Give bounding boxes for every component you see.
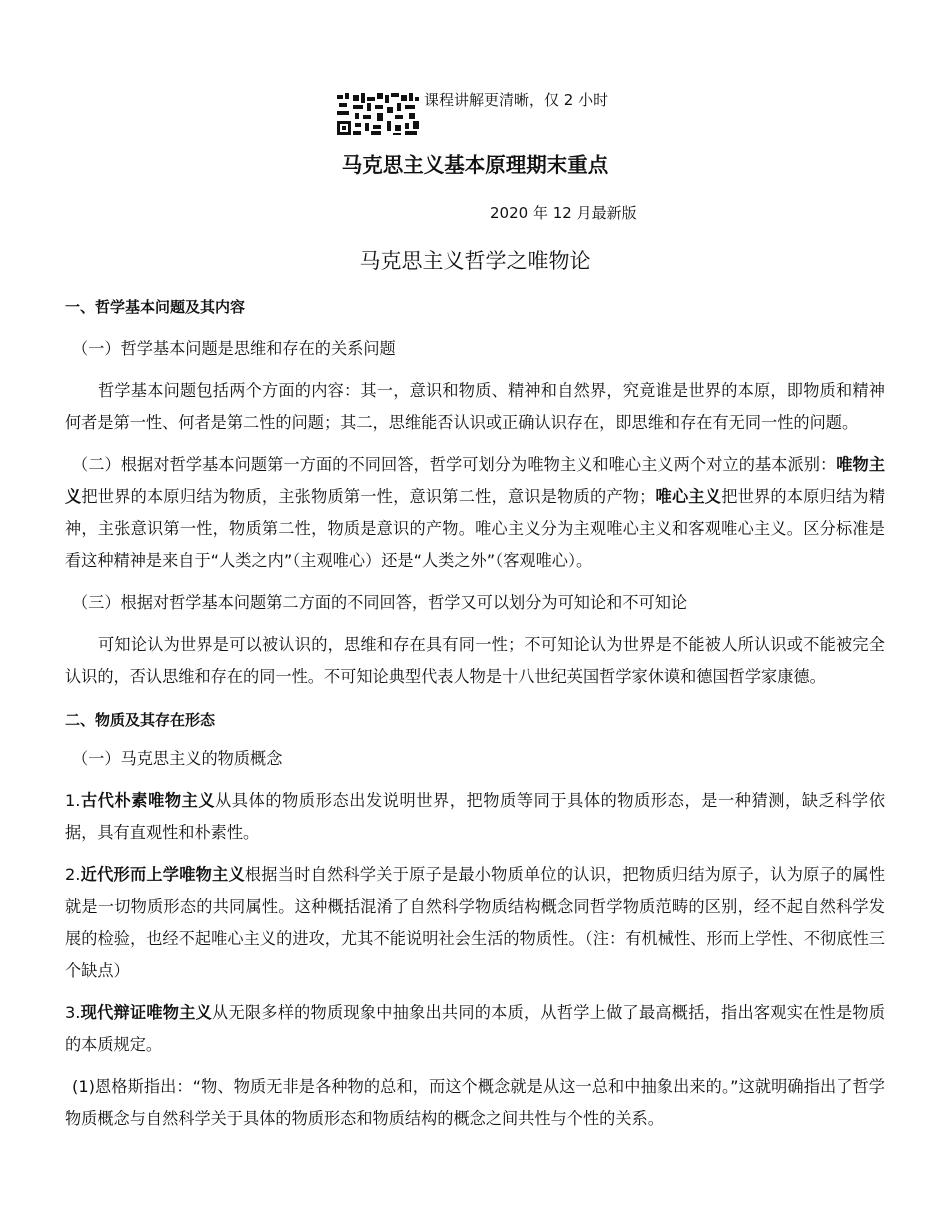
item-term: 古代朴素唯物主义 [80, 791, 216, 810]
paragraph-engels-quote: (1)恩格斯指出：“物、物质无非是各种物的总和，而这个概念就是从这一总和中抽象出来的。”这就明确指出了哲学物质概念与自然科学关于具体的物质形态和物质结构的概念之间共性与个性的关系。 [65, 1077, 885, 1128]
list-item [65, 785, 885, 849]
document-title: 马克思主义基本原理期末重点 [341, 153, 609, 177]
term-idealism: 唯心主义 [655, 487, 722, 506]
item-number: 3. [65, 1003, 81, 1022]
subsection-2-1: （一）马克思主义的物质概念 [72, 749, 283, 768]
paragraph-agnosticism: 可知论认为世界是可以被认识的，思维和存在具有同一性；不可知论认为世界是不能被人所认识或不能被完全认识的，否认思维和存在的同一性。不可知论典型代表人物是十八世纪英国哲学家休谟和德国哲学家康德。 [65, 635, 885, 686]
chapter-title: 马克思主义哲学之唯物论 [359, 249, 591, 273]
item-text: 从无限多样的物质现象中抽象出共同的本质，从哲学上做了最高概括，指出客观实在性是物质的本质规定。 [65, 1003, 886, 1054]
paragraph-materialism-idealism [65, 449, 885, 577]
item-term: 近代形而上学唯物主义 [80, 865, 245, 884]
term-materialism: 唯物主义 [65, 455, 886, 506]
subsection-1-3: （三）根据对哲学基本问题第二方面的不同回答，哲学又可以划分为可知论和不可知论 [72, 593, 688, 612]
item-number: 1. [65, 791, 81, 810]
section-heading-1: 一、哲学基本问题及其内容 [65, 298, 246, 316]
text-run: （二）根据对哲学基本问题第一方面的不同回答，哲学可划分为唯物主义和唯心主义两个对立的基本派别： [72, 455, 837, 474]
text-run: 把世界的本原归结为物质，主张物质第一性，意识第二性，意识是物质的产物； [81, 487, 656, 506]
item-text: 根据当时自然科学关于原子是最小物质单位的认识，把物质归结为原子，认为原子的属性就是一切物质形态的共同属性。这种概括混淆了自然科学物质结构概念同哲学物质范畴的区别，经不起自然科学发展的检验，也经不起唯心主义的进攻，尤其不能说明社会生活的物质性。（注：有机械性、形而上学性、不彻底性三个缺点） [65, 865, 886, 980]
section-heading-2: 二、物质及其存在形态 [65, 711, 216, 729]
list-item [65, 997, 885, 1061]
text-run: 把世界的本原归结为精神，主张意识第一性，物质第二性，物质是意识的产物。唯心主义分为主观唯心主义和客观唯心主义。区分标准是看这种精神是来自于“人类之内”（主观唯心）还是“人类之外”（客观唯心）。 [65, 487, 886, 570]
paragraph-basic-question: 哲学基本问题包括两个方面的内容：其一，意识和物质、精神和自然界，究竟谁是世界的本原，即物质和精神何者是第一性、何者是第二性的问题；其二，思维能否认识或正确认识存在，即思维和存在有无同一性的问题。 [65, 381, 885, 432]
qr-code-icon [337, 93, 419, 135]
course-promo-text: 课程讲解更清晰，仅 2 小时 [424, 91, 609, 109]
item-text: 从具体的物质形态出发说明世界，把物质等同于具体的物质形态，是一种猜测，缺乏科学依据，具有直观性和朴素性。 [65, 791, 886, 842]
edition-date: 2020 年 12 月最新版 [490, 204, 637, 222]
list-item [65, 859, 885, 987]
subsection-1-1: （一）哲学基本问题是思维和存在的关系问题 [72, 339, 396, 358]
item-number: 2. [65, 865, 81, 884]
item-term: 现代辩证唯物主义 [80, 1003, 213, 1022]
